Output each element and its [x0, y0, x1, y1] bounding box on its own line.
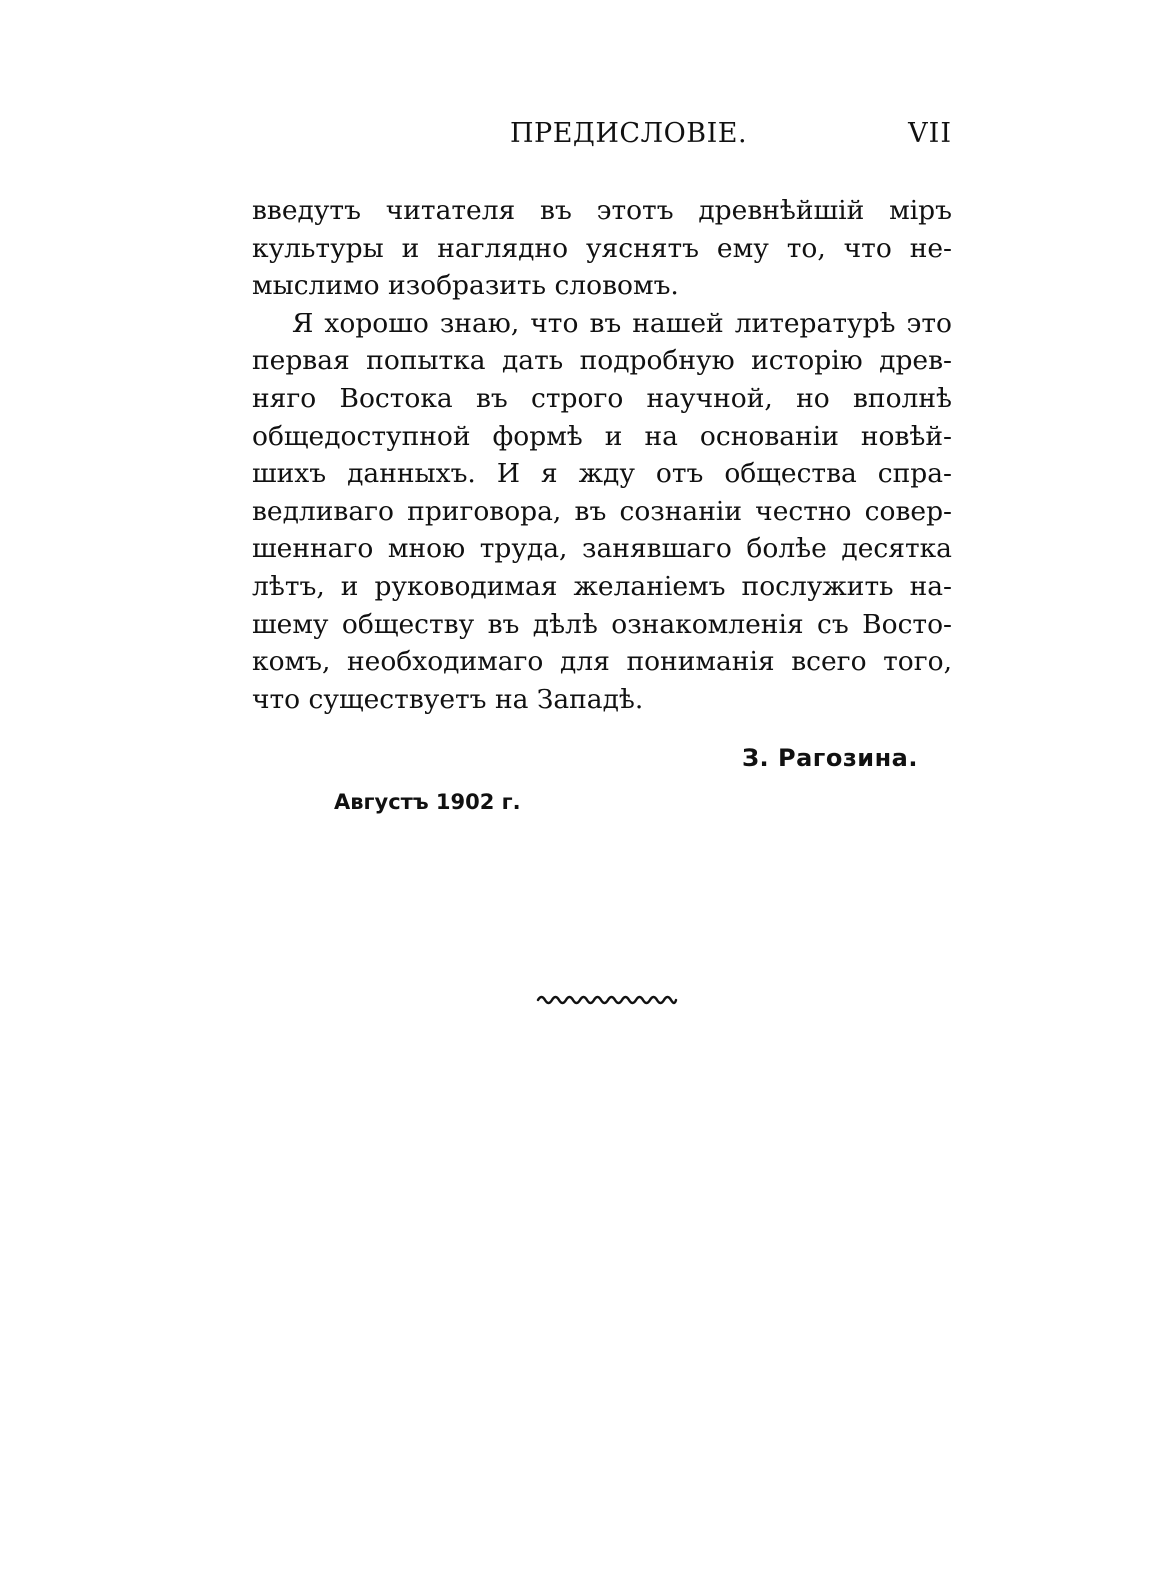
running-title: ПРЕДИСЛОВІЕ.	[510, 118, 748, 149]
text-line: Я хорошо знаю, что въ нашей литературѣ это	[292, 307, 952, 339]
text-line: комъ, необходимаго для пониманія всего того,	[252, 646, 952, 678]
text-line: первая попытка дать подробную исторію древ-	[252, 345, 952, 377]
text-line: шихъ данныхъ. И я жду отъ общества спра-	[252, 458, 952, 490]
text-line: что существуетъ на Западѣ.	[252, 683, 644, 715]
running-head	[252, 118, 952, 158]
text-line: шеннаго мною труда, занявшаго болѣе десятка	[252, 533, 952, 565]
body-text	[252, 192, 952, 718]
text-line: няго Востока въ строго научной, но вполнѣ	[252, 382, 952, 414]
preface-date: Августъ 1902 г.	[334, 790, 521, 814]
text-line: ведливаго приговора, въ сознаніи честно совер-	[252, 495, 952, 527]
text-line: общедоступной формѣ и на основаніи новѣй-	[252, 420, 952, 452]
text-line: шему обществу въ дѣлѣ ознакомленія съ Восто-	[252, 608, 952, 640]
wavy-rule-ornament	[536, 992, 678, 1008]
author-signature: З. Рагозина.	[742, 744, 918, 772]
page-number: VII	[908, 118, 952, 149]
text-line: введутъ читателя въ этотъ древнѣйшій міръ	[252, 195, 952, 226]
text-line: мыслимо изобразить словомъ.	[252, 270, 679, 302]
wavy-rule-path	[538, 997, 676, 1003]
text-line: лѣтъ, и руководимая желаніемъ послужить на-	[252, 570, 952, 602]
text-line: культуры и наглядно уяснятъ ему то, что не-	[252, 232, 952, 264]
